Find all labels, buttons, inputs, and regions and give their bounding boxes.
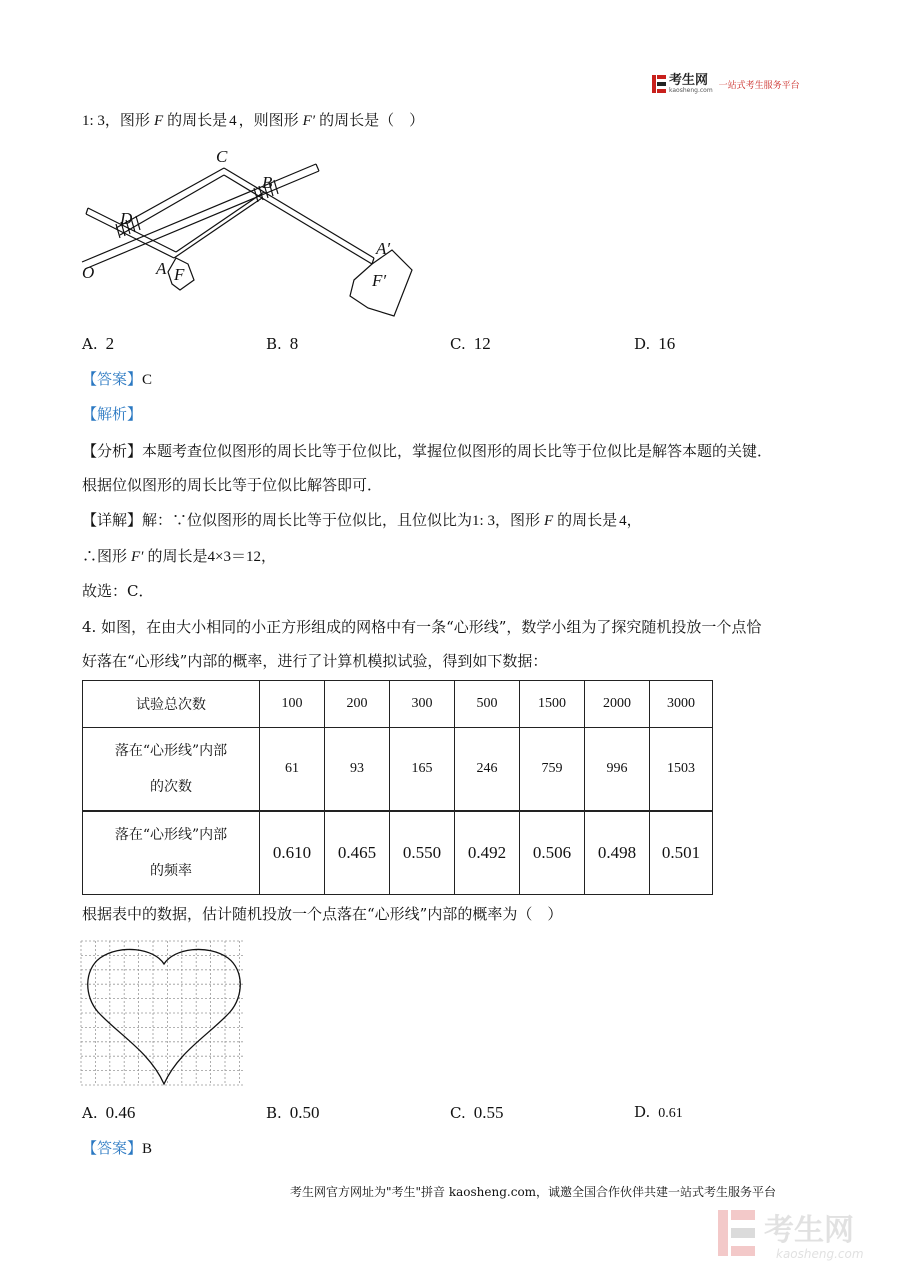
table-cell: 0.498: [585, 811, 650, 895]
q3-answer: 【答案】C: [82, 370, 153, 388]
table-cell: 200: [325, 681, 390, 728]
table-cell: 61: [260, 728, 325, 812]
table-cell: 0.492: [455, 811, 520, 895]
table-cell: 2000: [585, 681, 650, 728]
table-cell: 0.501: [650, 811, 713, 895]
table-cell: 0.610: [260, 811, 325, 895]
q4-option-d[interactable]: D. 0.61: [634, 1103, 683, 1121]
label-F-prime: F′: [372, 271, 387, 290]
table-cell: 0.550: [390, 811, 455, 895]
label-A: A: [156, 259, 167, 278]
q3-stem-line: 1: 3，图形 F 的周长是 4 ，则图形 F′ 的周长是（ ）: [82, 111, 425, 129]
table-cell: 759: [520, 728, 585, 812]
table-header-count: 落在“心形线”内部 的次数: [83, 728, 260, 812]
label-B: B: [262, 173, 273, 192]
heart-grid-figure: [80, 940, 246, 1086]
svg-text:kaosheng.com: kaosheng.com: [776, 1247, 864, 1261]
kaosheng-watermark: [716, 1206, 886, 1262]
q3-option-c[interactable]: C. 12: [450, 334, 491, 353]
table-cell: 3000: [650, 681, 713, 728]
table-cell: 93: [325, 728, 390, 812]
label-A-prime: A′: [376, 239, 391, 258]
page-footer: 考生网官方网址为"考生"拼音 kaosheng.com，诚邀全国合作伙伴共建一站式考生服务平台: [290, 1185, 777, 1199]
table-cell: 165: [390, 728, 455, 812]
label-F: F: [174, 265, 185, 284]
q4-option-a[interactable]: A. 0.46: [82, 1103, 136, 1122]
table-cell: 1500: [520, 681, 585, 728]
q3-option-a[interactable]: A. 2: [82, 334, 115, 353]
q4-option-c[interactable]: C. 0.55: [450, 1103, 504, 1122]
q3-therefore: ∴图形 F′ 的周长是4×3＝12，: [82, 547, 276, 565]
svg-text:考生网: 考生网: [764, 1213, 854, 1248]
q4-stem-line-1: 4. 如图，在由大小相同的小正方形组成的网格中有一条“心形线”，数学小组为了探究随机投放一个点恰: [82, 618, 762, 636]
table-cell: 0.506: [520, 811, 585, 895]
q4-data-table: [82, 680, 713, 895]
table-cell: 500: [455, 681, 520, 728]
q3-option-b[interactable]: B. 8: [266, 334, 299, 353]
q3-fenxi-2: 根据位似图形的周长比等于位似比解答即可．: [82, 476, 383, 494]
kaosheng-logo-icon: [652, 75, 666, 93]
homothety-figure: [76, 140, 426, 325]
table-cell: 996: [585, 728, 650, 812]
q3-analysis-tag: 【解析】: [82, 405, 143, 423]
table-cell: 0.465: [325, 811, 390, 895]
table-cell: 100: [260, 681, 325, 728]
q4-stem-line-2: 好落在“心形线”内部的概率，进行了计算机模拟试验，得到如下数据：: [82, 652, 548, 670]
q4-question: 根据表中的数据，估计随机投放一个点落在“心形线”内部的概率为（ ）: [82, 905, 563, 923]
q3-option-d[interactable]: D. 16: [634, 334, 676, 353]
label-O: O: [82, 263, 95, 282]
q4-option-b[interactable]: B. 0.50: [266, 1103, 320, 1122]
logo-slogan: 一站式考生服务平台: [718, 80, 800, 91]
q3-xiangjie: 【详解】解：∵位似图形的周长比等于位似比，且位似比为1: 3，图形 F 的周长是 4，: [82, 511, 642, 529]
table-header-total: 试验总次数: [83, 681, 260, 728]
header-logo: [652, 74, 800, 94]
q3-fenxi: 【分析】本题考查位似图形的周长比等于位似比，掌握位似图形的周长比等于位似比是解答本题的关键．: [82, 442, 773, 460]
table-cell: 1503: [650, 728, 713, 812]
q4-answer: 【答案】B: [82, 1139, 153, 1157]
table-header-frequency: 落在“心形线”内部 的频率: [83, 811, 260, 895]
table-cell: 300: [390, 681, 455, 728]
q3-conclusion: 故选：C．: [82, 582, 154, 600]
label-C: C: [216, 147, 228, 166]
label-D: D: [120, 209, 133, 228]
table-cell: 246: [455, 728, 520, 812]
logo-brand: 考生网 kaosheng.com: [669, 72, 713, 94]
